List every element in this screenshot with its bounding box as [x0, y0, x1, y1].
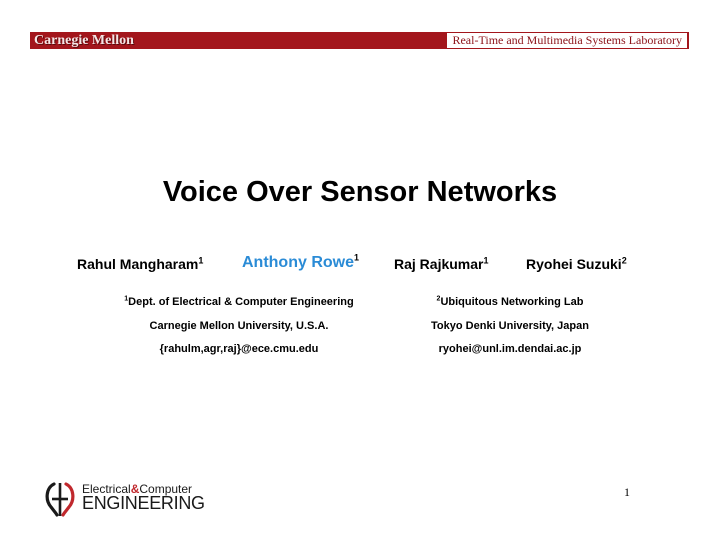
author-item: Rahul Mangharam$^1$ — [77, 255, 204, 272]
ece-logo-line2: ENGINEERING — [82, 493, 205, 513]
affiliation-left-email: {rahulm,agr,raj}@ece.cmu.edu — [159, 343, 319, 355]
page-number: 1 — [624, 485, 630, 499]
ece-emblem-icon — [42, 480, 78, 518]
affiliation-left-dept: $^1$Dept. of Electrical & Computer Engineering — [124, 295, 354, 308]
affiliation-right-dept: $^2$Ubiquitous Networking Lab — [436, 295, 584, 308]
lab-name: Real-Time and Multimedia Systems Laboratory — [447, 33, 687, 48]
slide-title: Voice Over Sensor Networks — [162, 176, 558, 208]
affiliation-right-email: ryohei@unl.im.dendai.ac.jp — [438, 343, 582, 355]
affiliation-right-univ: Tokyo Denki University, Japan — [431, 320, 589, 332]
cmu-logo: Carnegie Mellon — [34, 33, 134, 48]
author-item-presenter: Anthony Rowe$^1$ — [242, 252, 360, 271]
header-bar — [30, 32, 689, 49]
author-item: Raj Rajkumar$^1$ — [394, 255, 489, 272]
ece-logo — [42, 479, 212, 519]
author-item: Ryohei Suzuki$^2$ — [526, 255, 627, 272]
author-list — [0, 252, 720, 278]
affiliation-left-univ: Carnegie Mellon University, U.S.A. — [149, 320, 329, 332]
ece-logo-line1: Electrical&Computer — [82, 482, 193, 496]
